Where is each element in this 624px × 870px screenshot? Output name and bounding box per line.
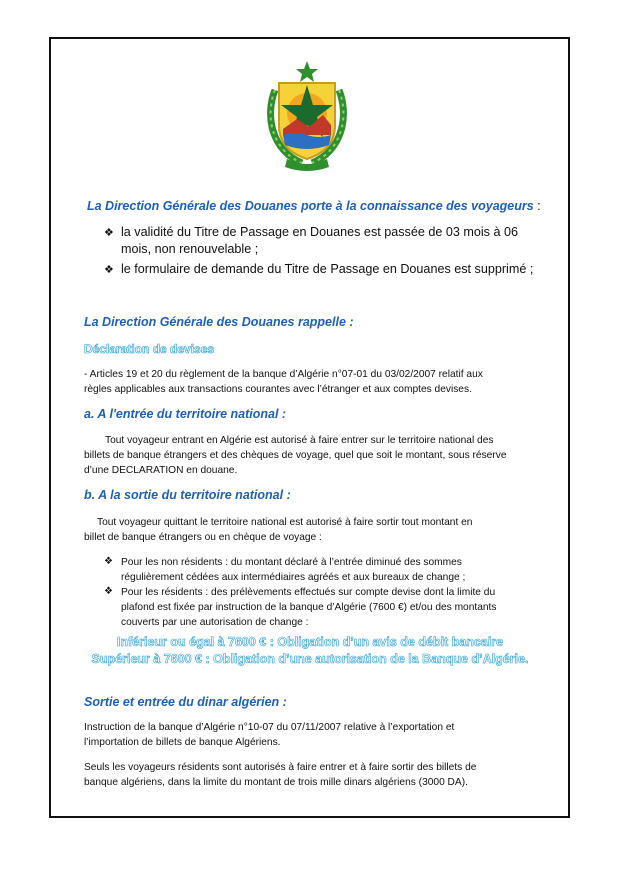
entree-heading: a. A l'entrée du territoire national : bbox=[84, 407, 287, 421]
entree-line-3: d’une DECLARATION en douane. bbox=[84, 465, 238, 476]
intro-bullet-2: le formulaire de demande du Titre de Passage en Douanes est supprimé ; bbox=[121, 262, 534, 276]
intro-title: La Direction Générale des Douanes porte à la connaissance des voyageurs : bbox=[87, 199, 541, 213]
devises-heading: Déclaration de devises bbox=[84, 342, 215, 356]
sortie-bullet-2: Pour les résidents : des prélèvements effectués sur compte devise dont la limite du bbox=[121, 587, 496, 598]
diamond-bullet-icon: ❖ bbox=[104, 586, 113, 597]
sortie-line-1: Tout voyageur quittant le territoire national est autorisé à faire sortir tout montant en bbox=[97, 517, 473, 528]
customs-emblem-icon bbox=[257, 55, 357, 175]
residents-line-2: banque algériens, dans la limite du montant de trois mille dinars algériens (3000 DA). bbox=[84, 777, 468, 788]
articles-line-2: règles applicables aux transactions courantes avec l’étranger et aux comptes devises. bbox=[84, 384, 472, 395]
instruction-line-2: l’importation de billets de banque Algériens. bbox=[84, 737, 281, 748]
condition-inferieur: Inférieur ou égal à 7600 € : Obligation d’un avis de débit bancaire bbox=[116, 635, 504, 649]
diamond-bullet-icon: ❖ bbox=[104, 264, 114, 276]
diamond-bullet-icon: ❖ bbox=[104, 227, 114, 239]
sortie-bullet-2-cont2: couverts par une autorisation de change : bbox=[121, 617, 309, 628]
entree-line-1: Tout voyageur entrant en Algérie est autorisé à faire entrer sur le territoire national des bbox=[105, 435, 494, 446]
sortie-bullet-1-cont: régulièrement cédées aux intermédiaires agréés et aux bureaux de change ; bbox=[121, 572, 466, 583]
diamond-bullet-icon: ❖ bbox=[104, 556, 113, 567]
condition-superieur: Supérieur à 7600 € : Obligation d’une autorisation de la Banque d’Algérie. bbox=[91, 652, 529, 666]
sortie-bullet-2-cont: plafond est fixée par instruction de la banque d’Algérie (7600 €) et/ou des montants bbox=[121, 602, 497, 613]
intro-bullet-1: la validité du Titre de Passage en Douanes est passée de 03 mois à 06 bbox=[121, 225, 518, 239]
intro-bullet-1-cont: mois, non renouvelable ; bbox=[121, 242, 259, 256]
instruction-line-1: Instruction de la banque d’Algérie n°10-07 du 07/11/2007 relative à l’exportation et bbox=[84, 722, 455, 733]
articles-line-1: - Articles 19 et 20 du règlement de la banque d’Algérie n°07-01 du 03/02/2007 relatif aux bbox=[84, 369, 483, 380]
residents-line-1: Seuls les voyageurs résidents sont autorisés à faire entrer et à faire sortir des billets de bbox=[84, 762, 477, 773]
rappel-title: La Direction Générale des Douanes rappelle : bbox=[84, 315, 354, 329]
dinar-heading: Sortie et entrée du dinar algérien : bbox=[84, 695, 287, 709]
sortie-bullet-1: Pour les non résidents : du montant déclaré à l’entrée diminué des sommes bbox=[121, 557, 462, 568]
sortie-line-2: billet de banque étrangers ou en chèque de voyage : bbox=[84, 532, 322, 543]
sortie-heading: b. A la sortie du territoire national : bbox=[84, 488, 291, 502]
entree-line-2: billets de banque étrangers et des chèques de voyage, quel que soit le montant, sous réserve bbox=[84, 450, 507, 461]
